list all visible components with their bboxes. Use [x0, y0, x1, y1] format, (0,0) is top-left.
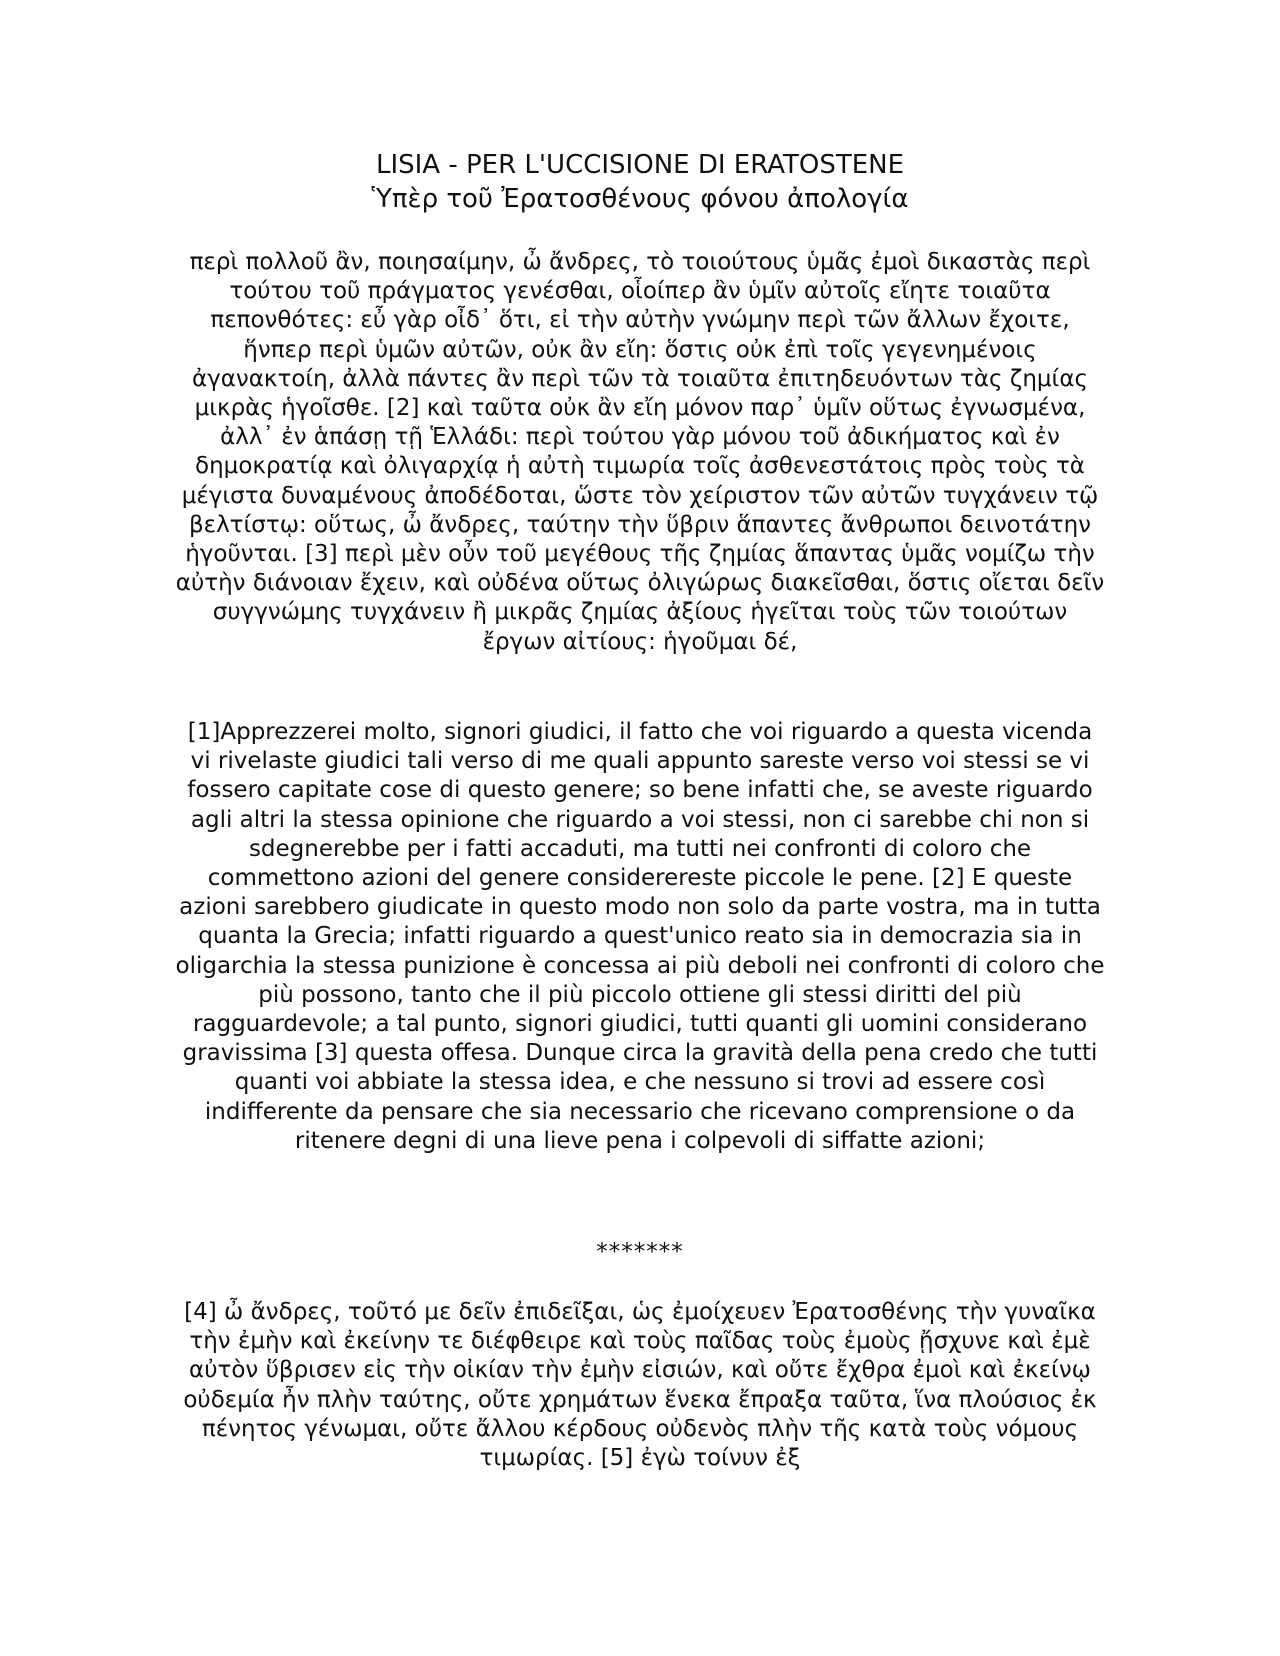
greek-paragraph-2: [4] ὦ ἄνδρες, τοῦτό με δεῖν ἐπιδεῖξαι, ὡς ἐμοίχευεν Ἐρατοσθένης τὴν γυναῖκα τὴν ἐμὴν καὶ ἐκείνην τε διέφθειρε καὶ τοὺς παῖδας τοὺς ἐμοὺς ᾔσχυνε καὶ ἐμὲ αὐτὸν ὕβρισεν εἰς τὴν οἰκίαν τὴν ἐμὴν εἰσιών, καὶ οὔτε ἔχθρα ἐμοὶ καὶ ἐκείνῳ οὐδεμία ἦν πλὴν ταύτης, οὔτε χρημάτων ἕνεκα ἔπραξα ταῦτα, ἵνα πλούσιος ἐκ πένητος γένωμαι, οὔτε ἄλλου κέρδους οὐδενὸς πλὴν τῆς κατὰ τοὺς νόμους τιμωρίας. [5] ἐγὼ τοίνυν ἐξ	[183, 1299, 1097, 1472]
section-separator: *******	[596, 1239, 684, 1265]
greek-paragraph-1: περὶ πολλοῦ ἂν, ποιησαίμην, ὦ ἄνδρες, τὸ τοιούτους ὑμᾶς ἐμοὶ δικαστὰς περὶ τούτου τοῦ πράγματος γενέσθαι, οἷοίπερ ἂν ὑμῖν αὐτοῖς εἴητε τοιαῦτα πεπονθότες: εὖ γὰρ οἶδ᾽ ὅτι, εἰ τὴν αὐτὴν γνώμην περὶ τῶν ἄλλων ἔχοιτε, ἥνπερ περὶ ὑμῶν αὐτῶν, οὐκ ἂν εἴη: ὅστις οὐκ ἐπὶ τοῖς γεγενημένοις ἀγανακτοίη, ἀλλὰ πάντες ἂν περὶ τῶν τὰ τοιαῦτα ἐπιτηδευόντων τὰς ζημίας μικρὰς ἡγοῖσθε. [2] καὶ ταῦτα οὐκ ἂν εἴη μόνον παρ᾽ ὑμῖν οὕτως ἐγνωσμένα, ἀλλ᾽ ἐν ἁπάσῃ τῇ Ἑλλάδι: περὶ τούτου γὰρ μόνου τοῦ ἀδικήματος καὶ ἐν δημοκρατίᾳ καὶ ὀλιγαρχίᾳ ἡ αὐτὴ τιμωρία τοῖς ἀσθενεστάτοις πρὸς τοὺς τὰ μέγιστα δυναμένους ἀποδέδοται, ὥστε τὸν χείριστον τῶν αὐτῶν τυγχάνειν τῷ βελτίστῳ: οὕτως, ὦ ἄνδρες, ταύτην τὴν ὕβριν ἅπαντες ἄνθρωποι δεινοτάτην ἡγοῦνται. [3] περὶ μὲν οὖν τοῦ μεγέθους τῆς ζημίας ἅπαντας ὑμᾶς νομίζω τὴν αὐτὴν διάνοιαν ἔχειν, καὶ οὐδένα οὕτως ὀλιγώρως διακεῖσθαι, ὅστις οἴεται δεῖν συγγνώμης τυγχάνειν ἢ μικρᾶς ζημίας ἀξίους ἡγεῖται τοὺς τῶν τοιούτων ἔργων αἰτίους: ἡγοῦμαι δέ,	[175, 249, 1105, 655]
page-title: LISIA - PER L'UCCISIONE DI ERATOSTENE	[375, 150, 905, 180]
greek-subtitle: Ὑπὲρ τοῦ Ἐρατοσθένους φόνου ἀπολογία	[371, 184, 909, 214]
italian-translation-paragraph: [1]Apprezzerei molto, signori giudici, il fatto che voi riguardo a questa vicenda vi rivelaste giudici tali verso di me quali appunto sareste verso voi stessi se vi fossero capitate cose di questo genere; so bene infatti che, se aveste riguardo agli altri la stessa opinione che riguardo a voi stessi, non ci sarebbe chi non si sdegnerebbe per i fatti accaduti, ma tutti nei confronti di coloro che commettono azioni del genere considerereste piccole le pene. [2] E queste azioni sarebbero giudicate in questo modo non solo da parte vostra, ma in tutta quanta la Grecia; infatti riguardo a quest'unico reato sia in democrazia sia in oligarchia la stessa punizione è concessa ai più deboli nei confronti di coloro che più possono, tanto che il più piccolo ottiene gli stessi diritti del più ragguardevole; a tal punto, signori giudici, tutti quanti gli uomini considerano gravissima [3] questa offesa. Dunque circa la gravità della pena credo che tutti quanti voi abbiate la stessa idea, e che nessuno si trovi ad essere così indifferente da pensare che sia necessario che ricevano comprensione o da ritenere degni di una lieve pena i colpevoli di siffatte azioni;	[175, 719, 1105, 1154]
title-block	[0, 148, 1280, 216]
